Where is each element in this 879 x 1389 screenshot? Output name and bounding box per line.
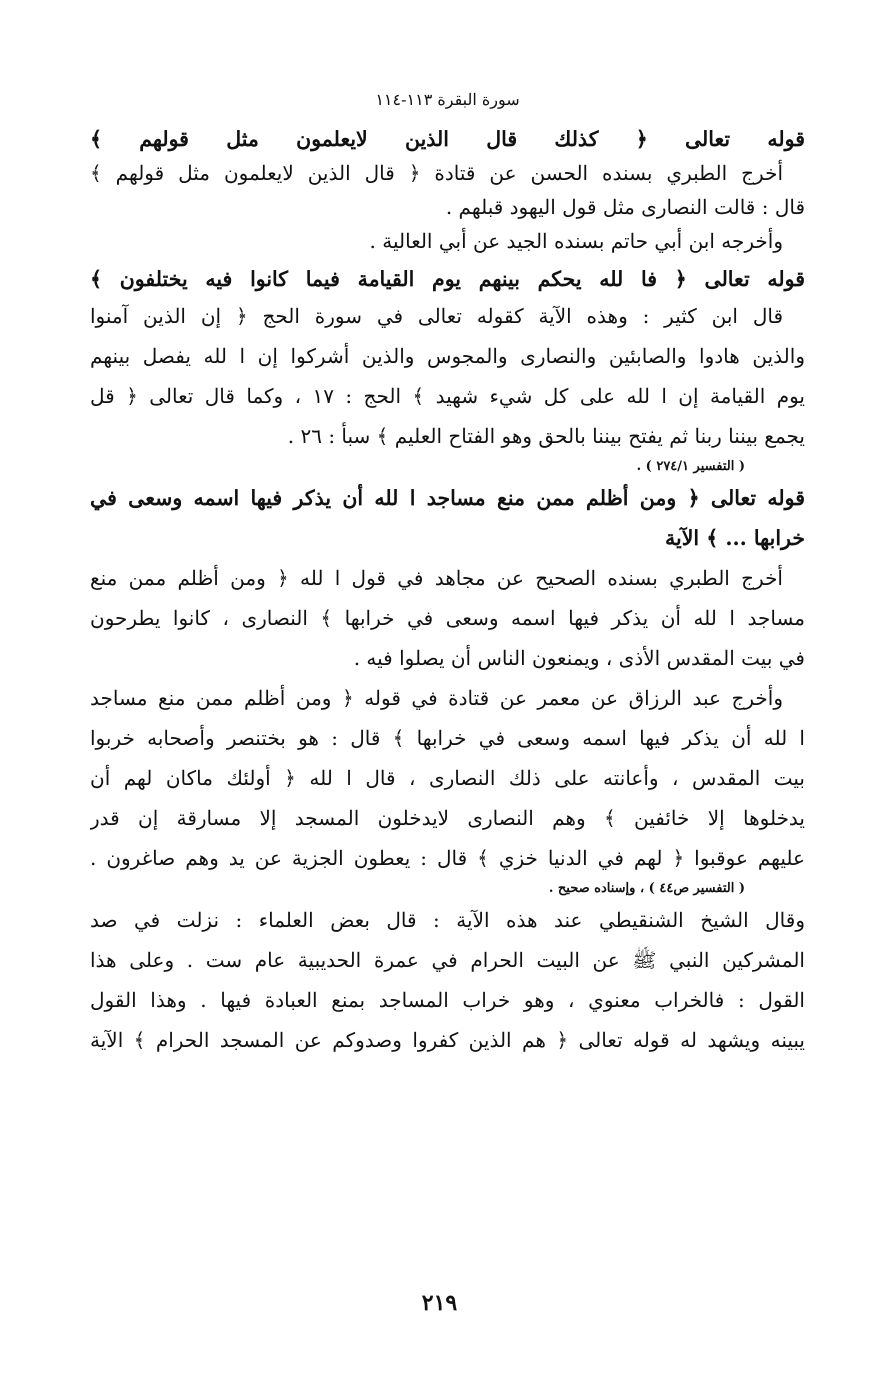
- page-number: ٢١٩: [421, 1290, 458, 1316]
- text-line: أخرج الطبري بسنده الصحيح عن مجاهد في قول ا لله ﴿ ومن أظلم ممن منع: [90, 566, 783, 590]
- text-line: وقال الشيخ الشنقيطي عند هذه الآية : قال بعض العلماء : نزلت في صد: [90, 908, 805, 932]
- text-line: خرابها ... ﴾ الآية: [665, 526, 805, 550]
- source-citation: ( التفسير ٢٧٤/١ ) .: [636, 459, 745, 474]
- text-line: القول : فالخراب معنوي ، وهو خراب المساجد بمنع العبادة فيها . وهذا القول: [90, 988, 805, 1012]
- source-citation: ( التفسير ص٤٤ ) ، وإسناده صحيح .: [548, 881, 745, 896]
- text-line: قال : قالت النصارى مثل قول اليهود قبلهم .: [445, 195, 805, 219]
- text-line: يدخلوها إلا خائفين ﴾ وهم النصارى لايدخلون المسجد إلا مسارقة إن قدر: [90, 806, 805, 830]
- text-line: في بيت المقدس الأذى ، ويمنعون الناس أن يصلوا فيه .: [353, 646, 805, 670]
- page-body: [90, 86, 805, 1060]
- text-line: قوله تعالى ﴿ ومن أظلم ممن منع مساجد ا لله أن يذكر فيها اسمه وسعى في: [90, 486, 805, 510]
- text-line: مساجد ا لله أن يذكر فيها اسمه وسعى في خرابها ﴾ النصارى ، كانوا يطرحون: [90, 606, 805, 630]
- text-line: يبينه ويشهد له قوله تعالى ﴿ هم الذين كفروا وصدوكم عن المسجد الحرام ﴾ الآية: [90, 1028, 805, 1052]
- text-line: عليهم عوقبوا ﴿ لهم في الدنيا خزي ﴾ قال : يعطون الجزية عن يد وهم صاغرون .: [90, 846, 805, 870]
- text-line: والذين هادوا والصابئين والنصارى والمجوس والذين أشركوا إن ا لله يفصل بينهم: [90, 344, 805, 368]
- text-line: قال ابن كثير : وهذه الآية كقوله تعالى في سورة الحج ﴿ إن الذين آمنوا: [90, 304, 783, 328]
- text-line: بيت المقدس ، وأعانته على ذلك النصارى ، قال ا لله ﴿ أولئك ماكان لهم أن: [90, 766, 805, 790]
- text-line: وأخرج عبد الرزاق عن معمر عن قتادة في قوله ﴿ ومن أظلم ممن منع مساجد: [90, 686, 783, 710]
- text-line: أخرج الطبري بسنده الحسن عن قتادة ﴿ قال الذين لايعلمون مثل قولهم ﴾: [90, 161, 783, 185]
- running-header: سورة البقرة ١١٣-١١٤: [375, 90, 520, 109]
- text-line: يوم القيامة إن ا لله على كل شيء شهيد ﴾ الحج : ١٧ ، وكما قال تعالى ﴿ قل: [90, 384, 805, 408]
- text-line: وأخرجه ابن أبي حاتم بسنده الجيد عن أبي العالية .: [369, 229, 783, 253]
- text-line: يجمع بيننا ربنا ثم يفتح بيننا بالحق وهو الفتاح العليم ﴾ سبأ : ٢٦ .: [287, 424, 805, 448]
- text-line: ا لله أن يذكر فيها اسمه وسعى في خرابها ﴾ قال : هو بختنصر وأصحابه خربوا: [90, 726, 805, 750]
- text-line: قوله تعالى ﴿ كذلك قال الذين لايعلمون مثل قولهم ﴾: [90, 127, 805, 151]
- text-line: قوله تعالى ﴿ فا لله يحكم بينهم يوم القيامة فيما كانوا فيه يختلفون ﴾: [90, 267, 805, 291]
- text-line: المشركين النبي ﷺ عن البيت الحرام في عمرة الحديبية عام ست . وعلى هذا: [90, 948, 805, 972]
